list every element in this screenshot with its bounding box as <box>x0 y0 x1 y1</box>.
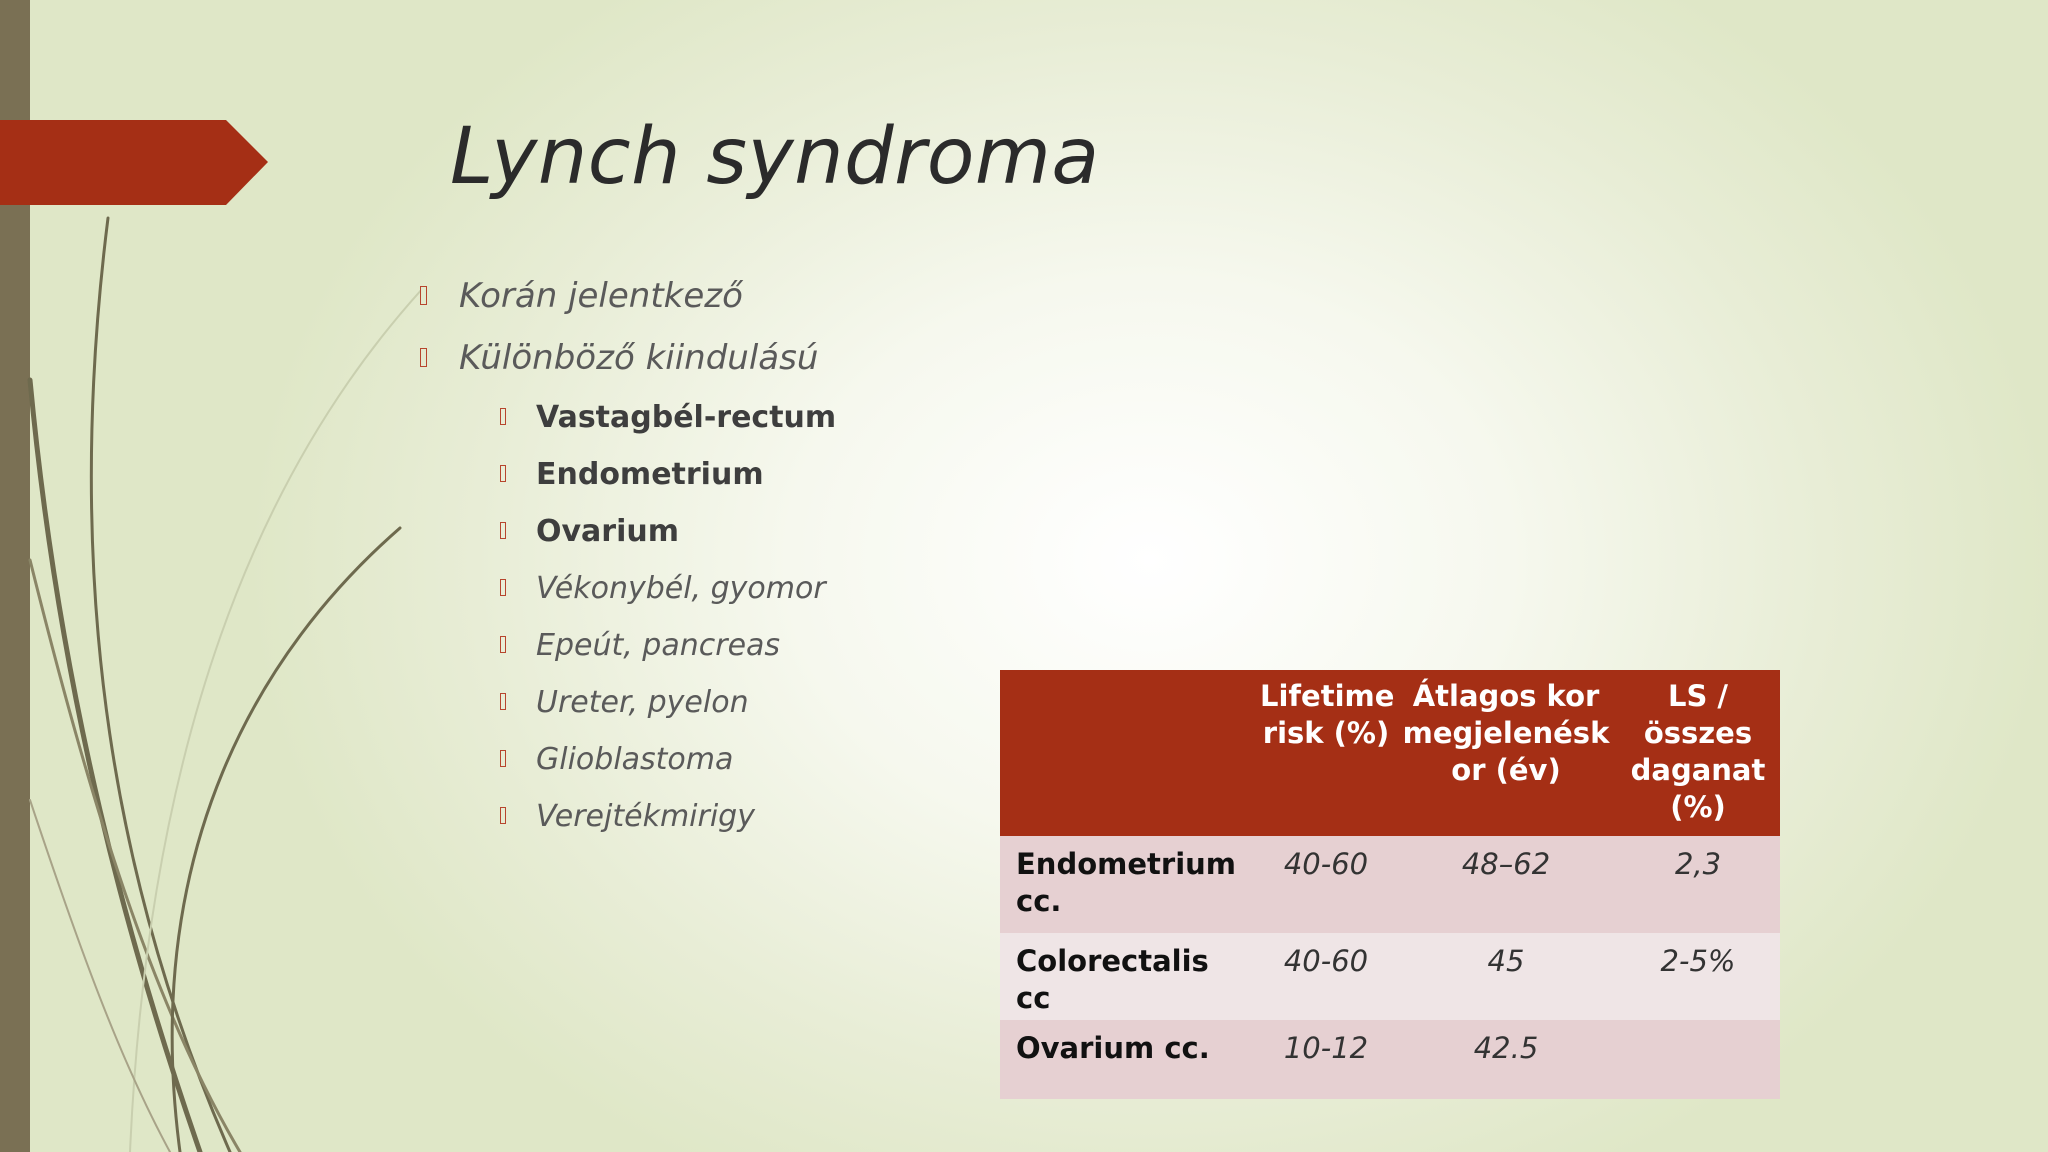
sub-bullet-text: Vékonybél, gyomor <box>536 571 826 606</box>
bullet-square-icon <box>500 807 506 824</box>
table-header-cell <box>1000 670 1256 836</box>
bullet-square-icon <box>500 408 506 425</box>
table-row <box>1000 933 1780 1020</box>
table-row-header: Colorectalis cc <box>1000 933 1256 1020</box>
table-row-header: Endometrium cc. <box>1000 836 1256 933</box>
sub-bullet-text: Glioblastoma <box>536 742 734 777</box>
risk-table <box>1000 670 1780 1092</box>
sub-bullet-item <box>500 457 764 492</box>
arrow-marker-icon <box>0 0 270 210</box>
bullet-text: Különböző kiindulású <box>459 338 819 378</box>
table-cell: 40-60 <box>1256 933 1396 1020</box>
bullet-item-early-onset <box>420 276 743 316</box>
table-header-row <box>1000 670 1780 836</box>
table-cell: 10-12 <box>1256 1020 1396 1099</box>
bullet-square-icon <box>500 579 506 596</box>
bullet-square-icon <box>500 522 506 539</box>
table-row <box>1000 836 1780 933</box>
sub-bullet-item <box>500 742 733 777</box>
sub-bullet-text: Endometrium <box>536 457 764 492</box>
bullet-square-icon <box>500 750 506 767</box>
bullet-square-icon <box>500 636 506 653</box>
table-cell: 40-60 <box>1256 836 1396 933</box>
sub-bullet-text: Epeút, pancreas <box>536 628 781 663</box>
bullet-item-origins <box>420 338 818 378</box>
sub-bullet-text: Verejtékmirigy <box>536 799 755 834</box>
sub-bullet-item <box>500 685 749 720</box>
bullet-square-icon <box>500 693 506 710</box>
bullet-text: Korán jelentkező <box>459 276 743 316</box>
table-cell: 48–62 <box>1396 836 1616 933</box>
table-cell: 2-5% <box>1616 933 1780 1020</box>
sub-bullet-item <box>500 799 755 834</box>
bullet-square-icon <box>500 465 506 482</box>
table-cell: 2,3 <box>1616 836 1780 933</box>
sub-bullet-item <box>500 571 826 606</box>
table-row <box>1000 1020 1780 1099</box>
table-header-cell: Átlagos kor megjelenésk or (év) <box>1396 670 1616 836</box>
bullet-square-icon <box>420 286 427 305</box>
table-row-header: Ovarium cc. <box>1000 1020 1256 1099</box>
slide-title: Lynch syndroma <box>450 112 1100 202</box>
table-cell <box>1616 1020 1780 1099</box>
sub-bullet-text: Vastagbél-rectum <box>536 400 837 435</box>
sub-bullet-text: Ovarium <box>536 514 679 549</box>
sub-bullet-item <box>500 628 780 663</box>
table-header-cell: LS /összes daganat (%) <box>1616 670 1780 836</box>
table-cell: 42.5 <box>1396 1020 1616 1099</box>
sub-bullet-item <box>500 514 679 549</box>
bullet-square-icon <box>420 348 427 367</box>
table-header-cell: Lifetime risk (%) <box>1256 670 1396 836</box>
sub-bullet-item <box>500 400 836 435</box>
table-cell: 45 <box>1396 933 1616 1020</box>
sub-bullet-text: Ureter, pyelon <box>536 685 749 720</box>
